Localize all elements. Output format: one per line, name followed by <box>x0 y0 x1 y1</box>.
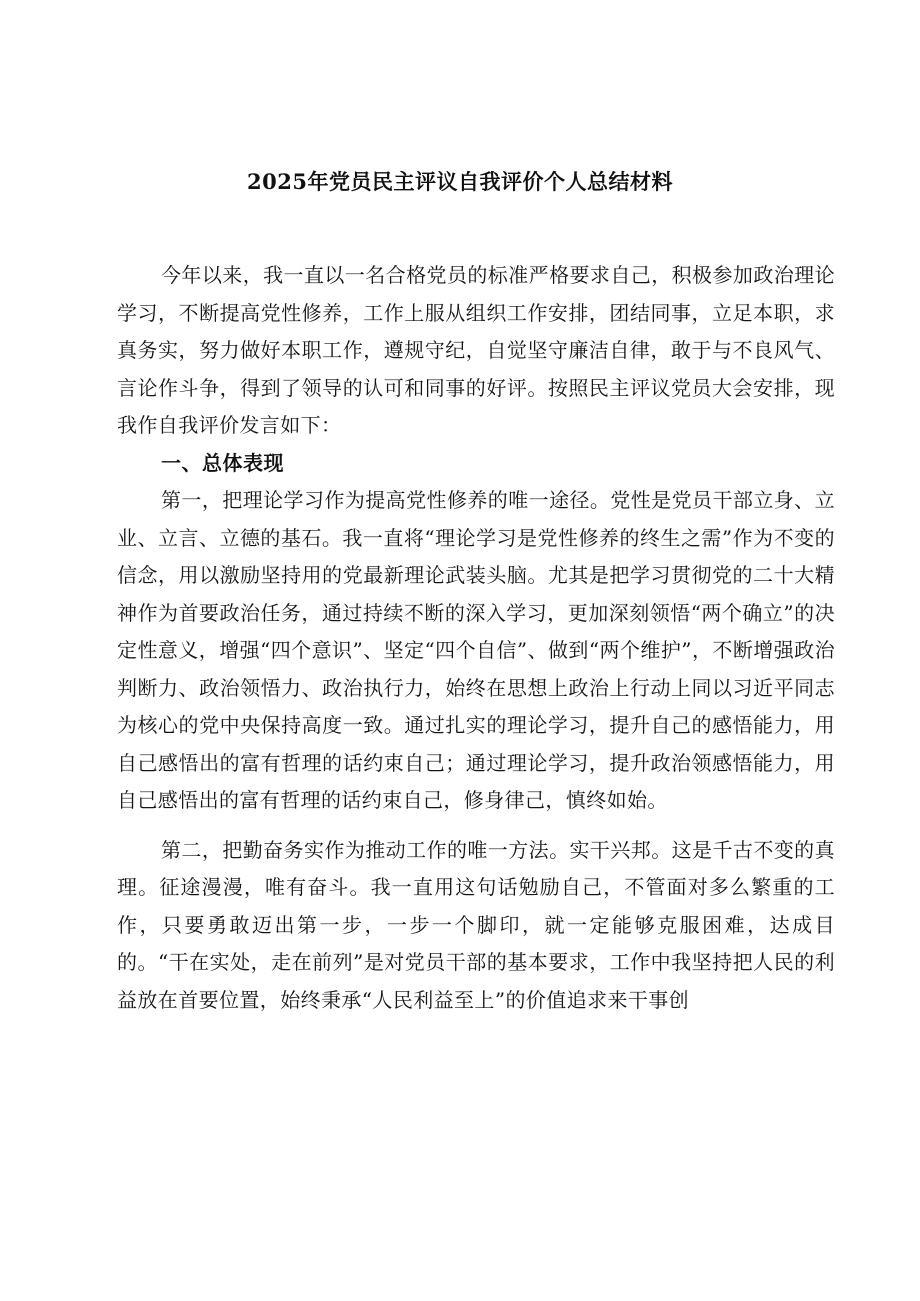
document-body <box>117 257 835 1019</box>
paragraph-gap <box>117 820 835 832</box>
document-title: 2025年党员民主评议自我评价个人总结材料 <box>247 169 673 194</box>
intro-paragraph: 今年以来，我一直以一名合格党员的标准严格要求自己，积极参加政治理论学习，不断提高党性修养，工作上服从组织工作安排，团结同事，立足本职，求真务实，努力做好本职工作，遵规守纪，自觉坚守廉洁自律，敢于与不良风气、言论作斗争，得到了领导的认可和同事的好评。按照民主评议党员大会安排，现我作自我评价发言如下： <box>117 263 835 437</box>
paragraph-diligent-work: 第二，把勤奋务实作为推动工作的唯一方法。实干兴邦。这是千古不变的真理。征途漫漫，唯有奋斗。我一直用这句话勉励自己，不管面对多么繁重的工作，只要勇敢迈出第一步，一步一个脚印，就一定能够克服困难，达成目的。“干在实处，走在前列”是对党员干部的基本要求，工作中我坚持把人民的利益放在首要位置，始终秉承“人民利益至上”的价值追求来干事创 <box>117 837 835 1012</box>
paragraph-theory-study: 第一，把理论学习作为提高党性修养的唯一途径。党性是党员干部立身、立业、立言、立德的基石。我一直将“理论学习是党性修养的终生之需”作为不变的信念，用以激励坚持用的党最新理论武装头脑。尤其是把学习贯彻党的二十大精神作为首要政治任务，通过持续不断的深入学习，更加深刻领悟“两个确立”的决定性意义，增强“四个意识”、坚定“四个自信”、做到“两个维护”，不断增强政治判断力、政治领悟力、政治执行力，始终在思想上政治上行动上同以习近平同志为核心的党中央保持高度一致。通过扎实的理论学习，提升自己的感悟能力，用自己感悟出的富有哲理的话约束自己；通过理论学习，提升政治领感悟能力，用自己感悟出的富有哲理的话约束自己，修身律己，慎终如始。 <box>117 488 835 812</box>
section-heading: 一、总体表现 <box>161 450 284 475</box>
